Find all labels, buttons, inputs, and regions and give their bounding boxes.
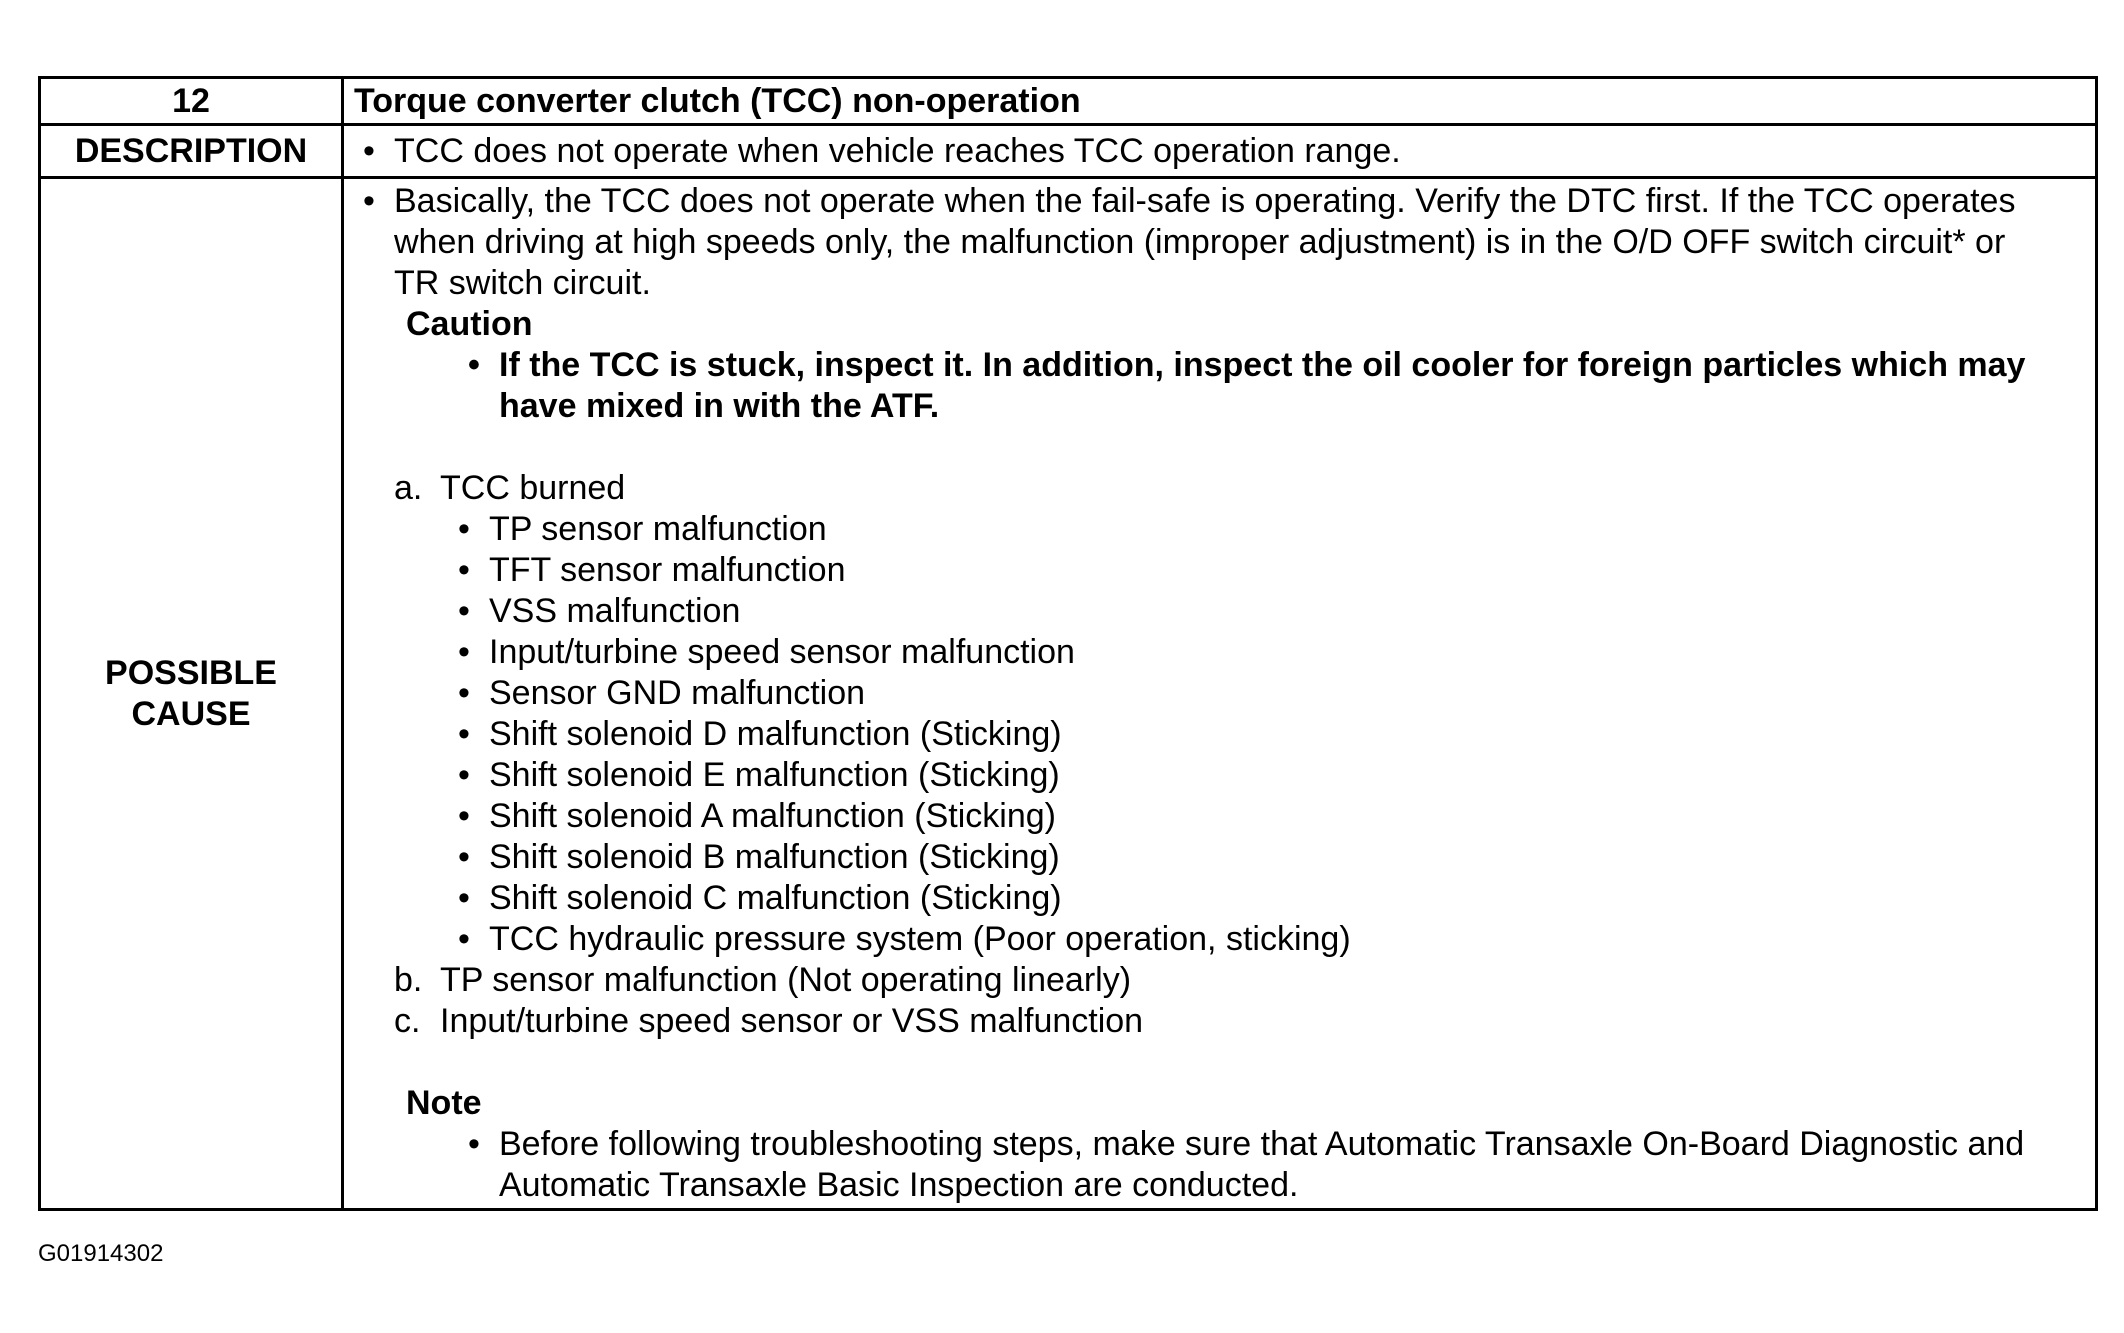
note-item [449, 1124, 2095, 1206]
bullet-icon: • [458, 510, 470, 548]
bullet-icon: • [458, 715, 470, 753]
list-item [439, 509, 2095, 550]
list-item-text: Sensor GND malfunction [489, 674, 866, 712]
cause-intro-item [344, 181, 2095, 304]
list-item-text: Shift solenoid B malfunction (Sticking) [489, 838, 1060, 876]
list-item [439, 755, 2095, 796]
spacer [344, 1042, 2095, 1083]
item-a-sublist [344, 509, 2095, 960]
description-label: DESCRIPTION [40, 125, 343, 178]
possible-cause-label-line1: POSSIBLE [105, 653, 277, 692]
bullet-icon: • [363, 182, 375, 220]
possible-cause-row [40, 178, 2097, 1210]
list-item-text: TFT sensor malfunction [489, 551, 846, 589]
description-cell [343, 125, 2097, 178]
bullet-icon: • [458, 879, 470, 917]
list-item-text: Shift solenoid A malfunction (Sticking) [489, 797, 1056, 835]
item-a-mark: a. [394, 469, 423, 507]
possible-cause-label-line2: CAUSE [131, 694, 251, 733]
header-row [40, 78, 2097, 125]
list-item [439, 878, 2095, 919]
description-item [344, 132, 2095, 171]
cause-item-b [394, 960, 2095, 1001]
bullet-icon: • [458, 920, 470, 958]
bullet-icon: • [458, 797, 470, 835]
bullet-icon: • [468, 346, 480, 384]
bullet-icon: • [458, 633, 470, 671]
list-item-text: VSS malfunction [489, 592, 741, 630]
figure-code: G01914302 [38, 1240, 164, 1267]
item-number: 12 [40, 78, 343, 125]
bullet-icon: • [458, 592, 470, 630]
list-item-text: Shift solenoid E malfunction (Sticking) [489, 756, 1060, 794]
list-item [439, 919, 2095, 960]
list-item [439, 591, 2095, 632]
item-c-mark: c. [394, 1002, 421, 1040]
description-text: TCC does not operate when vehicle reaches TCC operation range. [394, 131, 1401, 170]
diagnostic-table [38, 76, 2098, 1211]
cause-intro-text: Basically, the TCC does not operate when the fail-safe is operating. Verify the DTC first. If the TCC operates when driving at high speeds only, the malfunction (improper adjustment) is in the O/D OFF switch circuit* or TR switch circuit. [394, 182, 2016, 302]
caution-item [449, 345, 2095, 427]
note-heading: Note [406, 1084, 482, 1122]
spacer [344, 427, 2095, 468]
possible-cause-cell [343, 178, 2097, 1210]
list-item [439, 837, 2095, 878]
bullet-icon: • [458, 756, 470, 794]
bullet-icon: • [363, 131, 375, 170]
list-item-text: Input/turbine speed sensor malfunction [489, 633, 1075, 671]
item-a-text: TCC burned [440, 469, 626, 507]
item-c-text: Input/turbine speed sensor or VSS malfunction [440, 1002, 1144, 1040]
caution-text: If the TCC is stuck, inspect it. In addition, inspect the oil cooler for foreign particles which may have mixed in with the ATF. [499, 346, 2026, 425]
list-item-text: Shift solenoid C malfunction (Sticking) [489, 879, 1062, 917]
list-item [439, 673, 2095, 714]
bullet-icon: • [458, 838, 470, 876]
list-item-text: Shift solenoid D malfunction (Sticking) [489, 715, 1062, 753]
item-b-text: TP sensor malfunction (Not operating linearly) [440, 961, 1132, 999]
list-item-text: TCC hydraulic pressure system (Poor operation, sticking) [489, 920, 1351, 958]
caution-heading: Caution [406, 305, 533, 343]
list-item [439, 714, 2095, 755]
bullet-icon: • [458, 674, 470, 712]
description-row [40, 125, 2097, 178]
note-text: Before following troubleshooting steps, make sure that Automatic Transaxle On-Board Diagnostic and Automatic Transaxle Basic Inspection are conducted. [499, 1125, 2025, 1204]
bullet-icon: • [468, 1125, 480, 1163]
cause-item-a [394, 468, 2095, 509]
list-item-text: TP sensor malfunction [489, 510, 827, 548]
item-b-mark: b. [394, 961, 423, 999]
list-item [439, 632, 2095, 673]
list-item [439, 796, 2095, 837]
possible-cause-label [40, 178, 343, 1210]
item-title: Torque converter clutch (TCC) non-operation [343, 78, 2097, 125]
list-item [439, 550, 2095, 591]
cause-item-c [394, 1001, 2095, 1042]
bullet-icon: • [458, 551, 470, 589]
